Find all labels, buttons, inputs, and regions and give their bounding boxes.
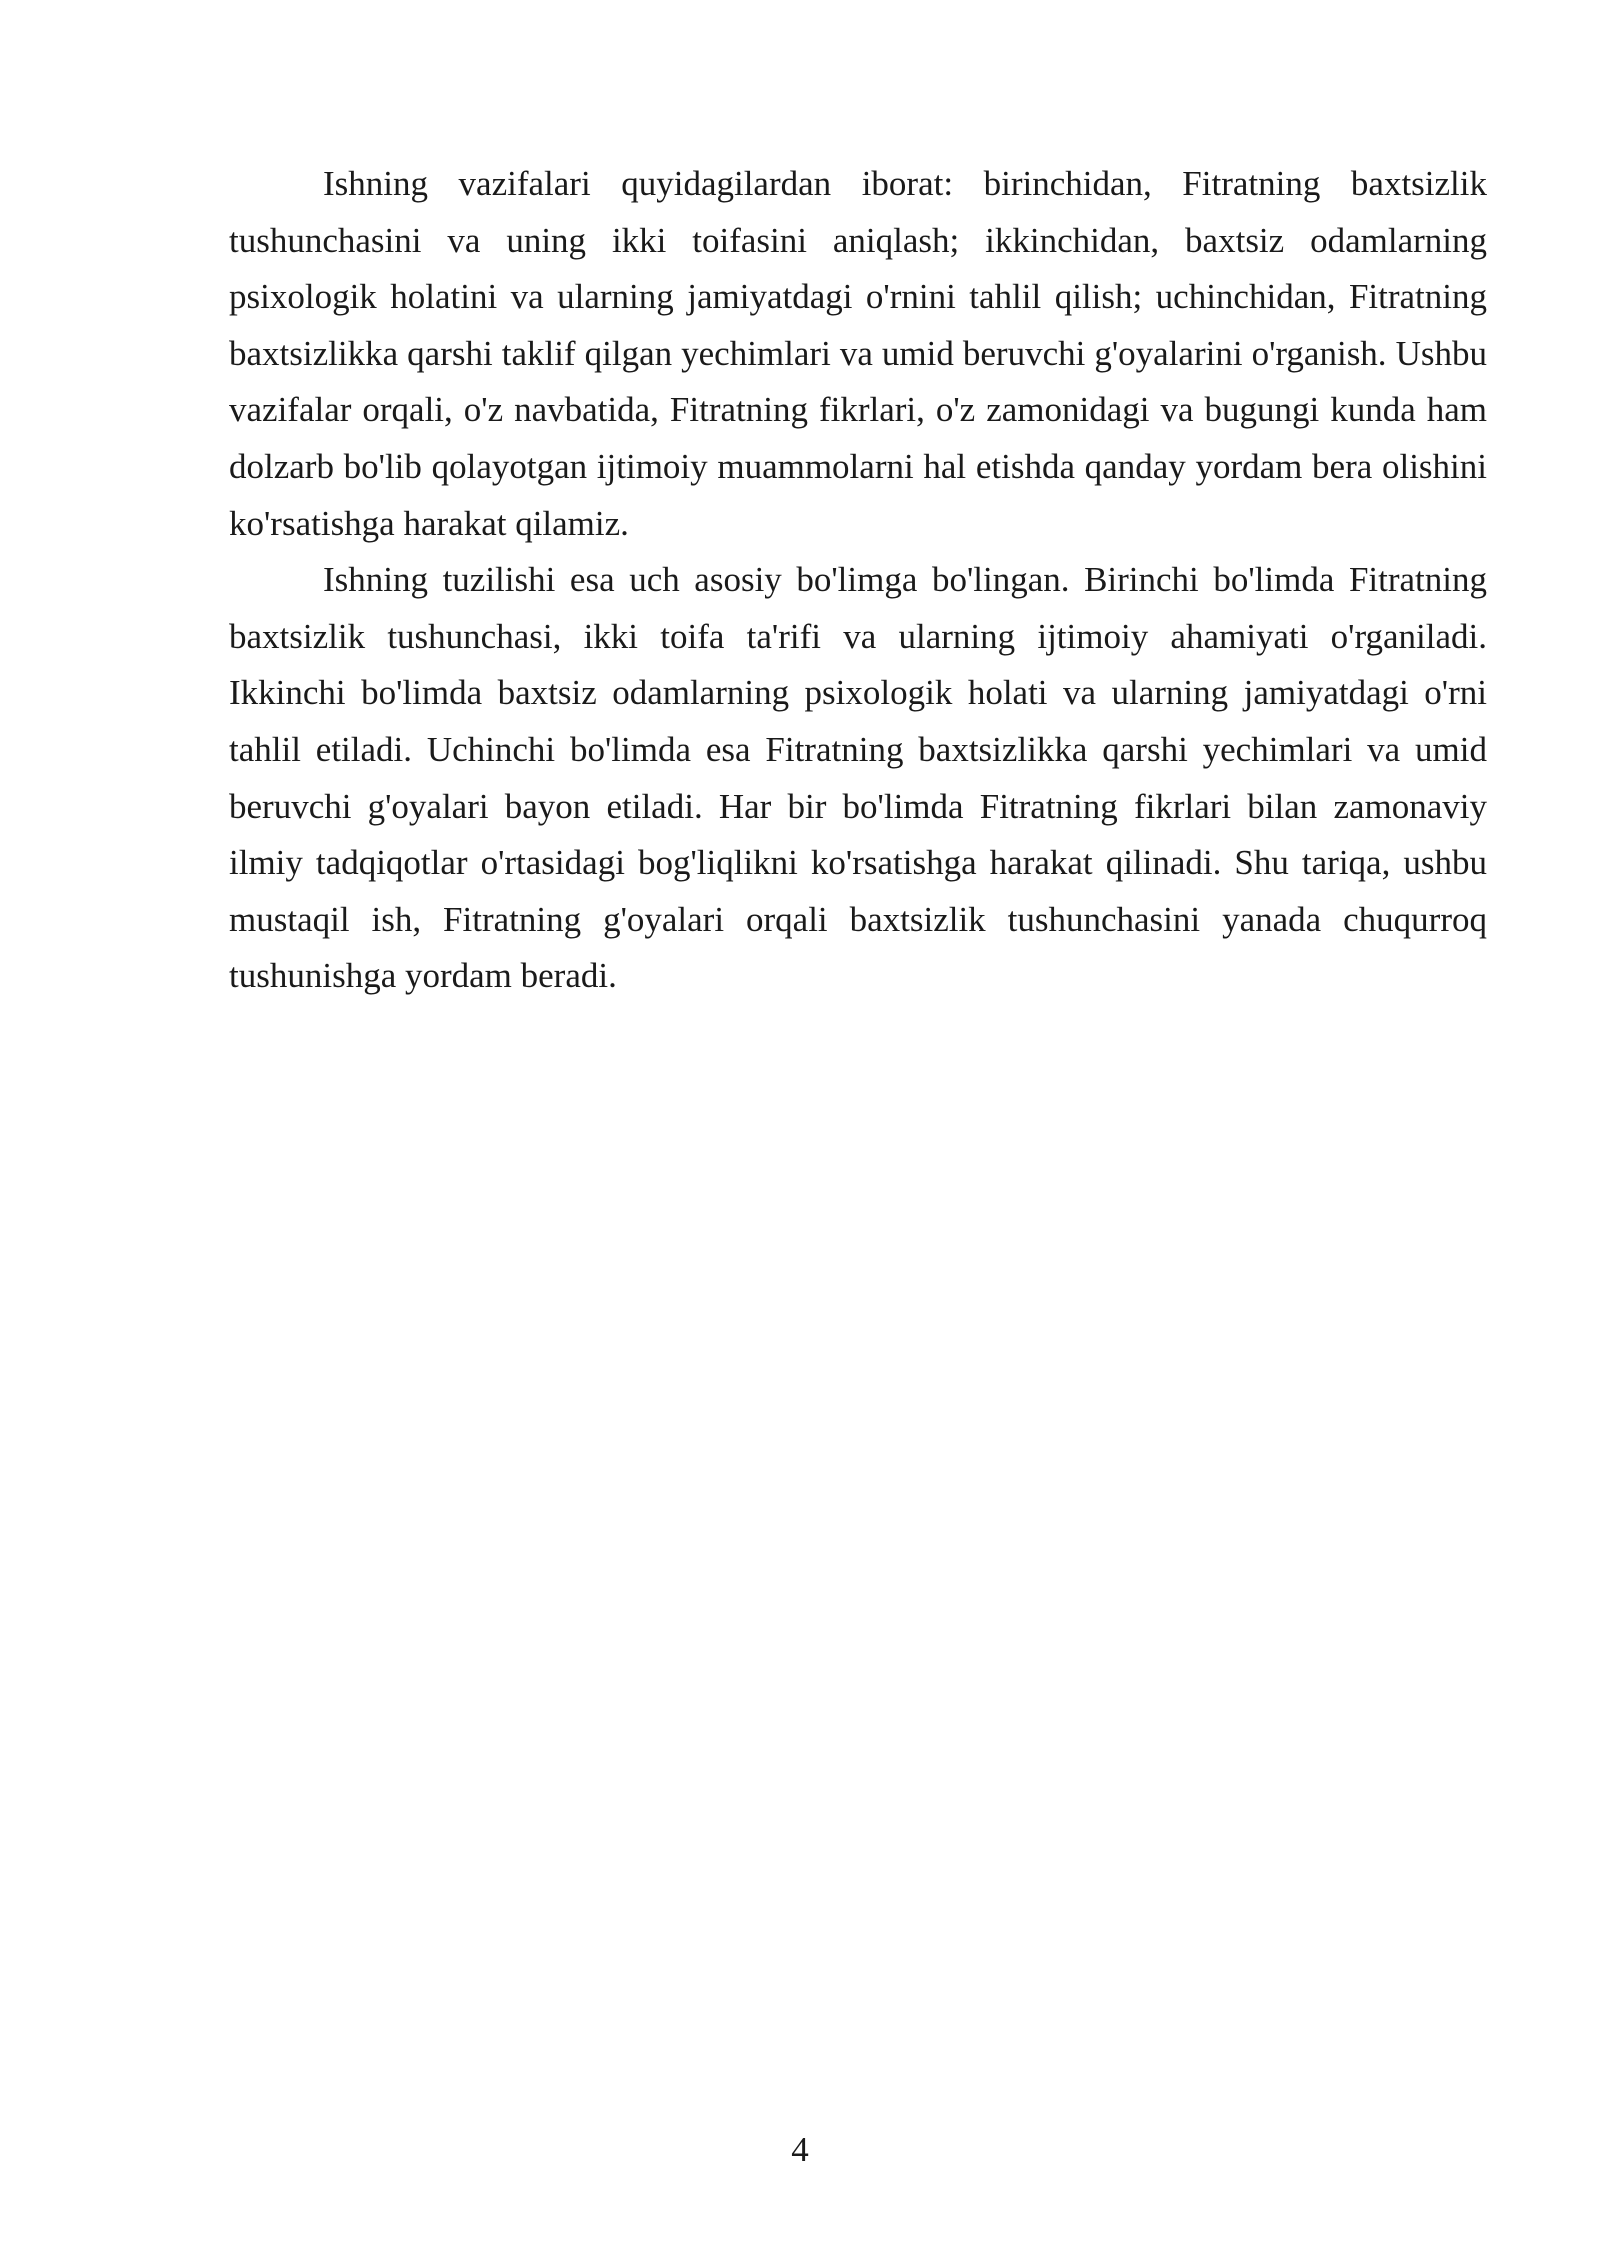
page-number: 4 <box>791 2130 809 2169</box>
body-text <box>229 156 1487 1005</box>
paragraph-tasks: Ishning vazifalari quyidagilardan iborat: birinchidan, Fitratning baxtsizlik tushunchasini va uning ikki toifasini aniqlash; ikkinchidan, baxtsiz odamlarning psixologik holatini va ularning jamiyatdagi o'rnini tahlil qilish; uchinchidan, Fitratning baxtsizlikka qarshi taklif qilgan yechimlari va umid beruvchi g'oyalarini o'rganish. Ushbu vazifalar orqali, o'z navbatida, Fitratning fikrlari, o'z zamonidagi va bugungi kunda ham dolzarb bo'lib qolayotgan ijtimoiy muammolarni hal etishda qanday yordam bera olishini ko'rsatishga harakat qilamiz. <box>229 164 1487 543</box>
paragraph-structure: Ishning tuzilishi esa uch asosiy bo'limga bo'lingan. Birinchi bo'limda Fitratning baxtsizlik tushunchasi, ikki toifa ta'rifi va ularning ijtimoiy ahamiyati o'rganiladi. Ikkinchi bo'limda baxtsiz odamlarning psixologik holati va ularning jamiyatdagi o'rni tahlil etiladi. Uchinchi bo'limda esa Fitratning baxtsizlikka qarshi yechimlari va umid beruvchi g'oyalari bayon etiladi. Har bir bo'limda Fitratning fikrlari bilan zamonaviy ilmiy tadqiqotlar o'rtasidagi bog'liqlikni ko'rsatishga harakat qilinadi. Shu tariqa, ushbu mustaqil ish, Fitratning g'oyalari orqali baxtsizlik tushunchasini yanada chuqurroq tushunishga yordam beradi. <box>229 560 1487 996</box>
